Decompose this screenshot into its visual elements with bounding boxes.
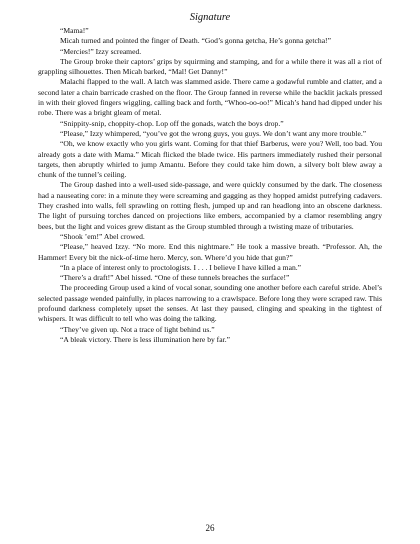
paragraph: Malachi flapped to the wall. A latch was slammed aside. There came a godawful rumble and clatter, and a second later a chain barricade crashed on the floor. The Group fanned in reverse while the backlit jackals pressed in with their gloved fingers wiggling, calling back and forth, “Whoo-oo-oo!” Micah’s hand had dipped under his robe. There was a bright gleam of metal. <box>38 77 382 118</box>
paragraph: “Snippity-snip, choppity-chop. Lop off the gonads, watch the boys drop.” <box>60 118 284 128</box>
paragraph: Micah turned and pointed the finger of Death. “God’s gonna getcha, He’s gonna getcha!” <box>60 36 331 46</box>
paragraph: The proceeding Group used a kind of vocal sonar, sounding one another before each careful stride. Abel’s selected passage wended painfully, in places narrowing to a crawlspace. Before long they were scraped raw. This profound darkness completely upset the senses. At last they paused, clinging and speaking in the tightest of whispers. It was difficult to tell who was doing the talking. <box>38 283 382 324</box>
paragraph: “There’s a draft!” Abel hissed. “One of these tunnels breaches the surface!” <box>60 273 290 283</box>
paragraph: “In a place of interest only to proctologists. I . . . I believe I have killed a man.” <box>60 262 302 272</box>
paragraph: “A bleak victory. There is less illumination here by far.” <box>60 334 230 344</box>
paragraph: “Please,” Izzy whimpered, “you’ve got the wrong guys, you guys. We don’t want any more trouble.” <box>60 128 367 138</box>
paragraph: The Group broke their captors’ grips by squirming and stamping, and for a while there it was all a riot of grappling silhouettes. Then Micah barked, “Mal! Get Danny!” <box>38 56 382 77</box>
paragraph: “Oh, we know exactly who you girls want. Coming for that thief Barberus, were you? Well, too bad. You already gots a date with Mama.” Micah flicked the blade twice. His partners immediately rushed their personal targets, then abruptly whirled to jump Amantu. Before they could take him down, a silvery bolt blew away a chunk of the tunnel’s ceiling. <box>38 139 382 180</box>
paragraph: “They’ve given up. Not a trace of light behind us.” <box>60 324 215 334</box>
paragraph: “Please,” heaved Izzy. “No more. End this nightmare.” He took a massive breath. “Professor. Ah, the Hammer! Every bit the nick-of-time hero. Mercy, son. Where’d you hide that gun?” <box>38 242 382 262</box>
body-text <box>38 26 382 345</box>
page-number: 26 <box>205 523 215 533</box>
paragraph: “Mama!” <box>60 26 89 35</box>
paragraph: “Mercies!” Izzy screamed. <box>60 46 142 56</box>
paragraph: “Shook ’em!” Abel crowed. <box>60 231 145 241</box>
paragraph: The Group dashed into a well-used side-passage, and were quickly consumed by the dark. The closeness had a nauseating core: in a minute they were screaming and gagging as they hopped amidst putrefying cadavers. They crashed into walls, fell sprawling on rotting flesh, jumped up and ran headlong into an obscene darkness. The light of pursuing torches danced on projections like embers, accompanied by a clamor resembling angry bees, but the light and voices grew distant as the Group stumbled through a twisting maze of tributaries. <box>38 180 382 231</box>
running-head: Signature <box>189 12 231 23</box>
